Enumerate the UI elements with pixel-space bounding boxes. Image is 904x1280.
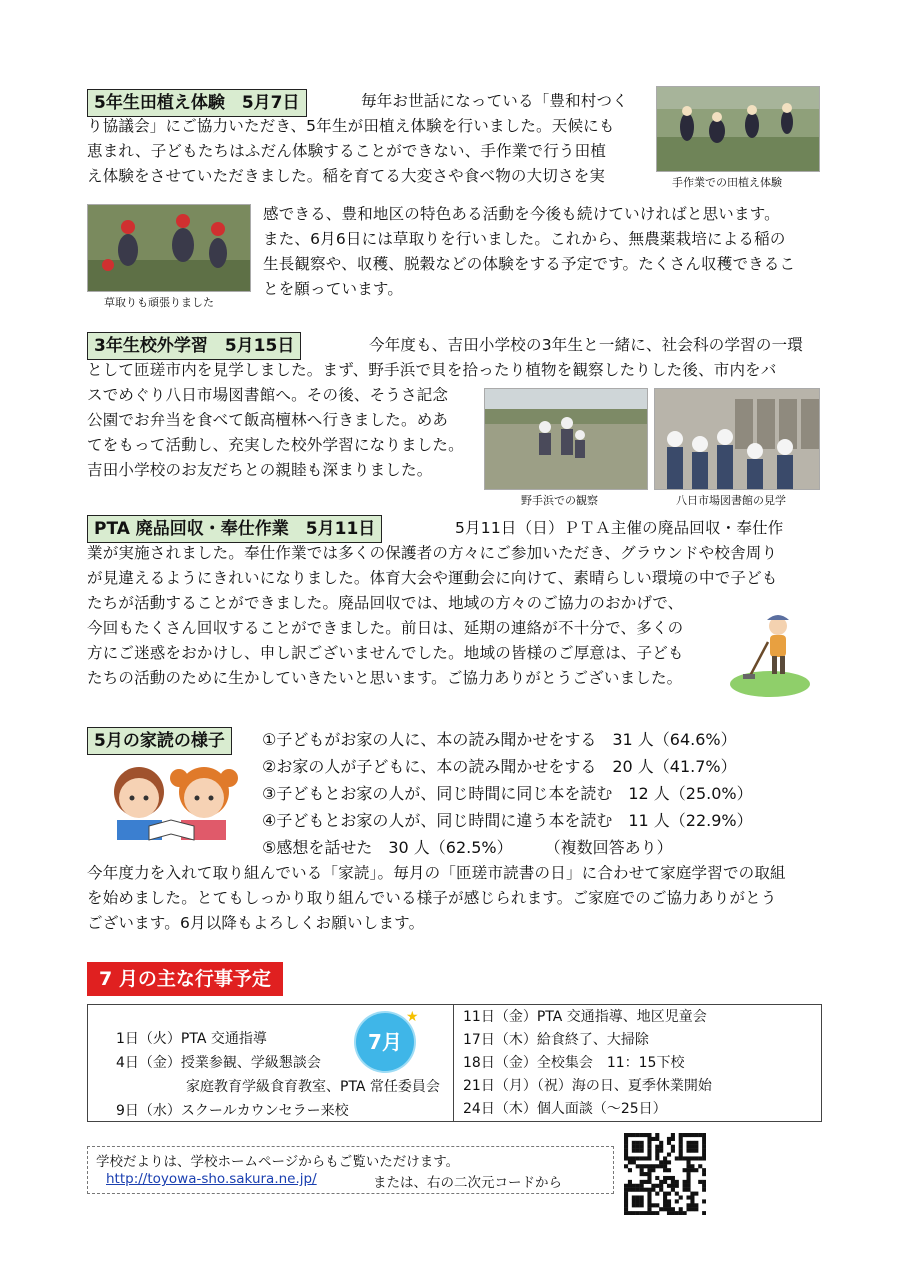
qr-module (636, 1199, 640, 1203)
footer-line: または、右の二次元コードから (373, 1175, 562, 1191)
school-website-link[interactable]: http://toyowa-sho.sakura.ne.jp/ (106, 1171, 317, 1187)
survey-results (262, 726, 753, 861)
qr-module (647, 1188, 651, 1192)
qr-module (636, 1156, 640, 1160)
qr-module (632, 1188, 636, 1192)
survey-item: ②お家の人が子どもに、本の読み聞かせをする 20 人（41.7%） (262, 757, 737, 776)
qr-module (655, 1164, 659, 1168)
qr-module (659, 1141, 663, 1145)
sec1-line: また、6月6日には草取りを行いました。これから、無農薬栽培による稲の (263, 230, 786, 248)
qr-module (636, 1211, 640, 1215)
qr-module (683, 1188, 687, 1192)
qr-module (655, 1211, 659, 1215)
qr-module (671, 1180, 675, 1184)
event-item: 24日（木）個人面談（～25日） (463, 1101, 667, 1117)
qr-module (636, 1184, 640, 1188)
qr-module (667, 1141, 671, 1145)
survey-item: ⑤感想を話せた 30 人（62.5%） （複数回答あり） (262, 838, 673, 857)
sec2-line: 吉田小学校のお友だちとの親睦も深まりました。 (87, 461, 433, 479)
qr-module (671, 1176, 675, 1180)
qr-module (694, 1203, 698, 1207)
event-item: 9日（水）スクールカウンセラー来校 (116, 1103, 349, 1119)
qr-module (624, 1192, 628, 1196)
qr-module (651, 1211, 655, 1215)
gardener-illustration (728, 608, 812, 698)
sec1-line: 毎年お世話になっている「豊和村つく (361, 92, 628, 110)
qr-module (640, 1133, 644, 1137)
qr-module (636, 1188, 640, 1192)
qr-module (647, 1156, 651, 1160)
sec1-line: 生長観察や、収穫、脱穀などの体験をする予定です。たくさん収穫できるこ (263, 255, 796, 273)
sec2-line: スでめぐり八日市場図書館へ。その後、そうさ記念 (87, 386, 449, 404)
qr-module (640, 1141, 644, 1145)
qr-module (644, 1133, 648, 1137)
sec2-line: てをもって活動し、充実した校外学習になりました。 (87, 436, 464, 454)
qr-module (663, 1203, 667, 1207)
qr-module (624, 1203, 628, 1207)
heading-home-reading: 5月の家読の様子 (87, 727, 232, 755)
qr-module (628, 1188, 632, 1192)
qr-module (690, 1149, 694, 1153)
qr-module (683, 1180, 687, 1184)
qr-module (679, 1156, 683, 1160)
qr-module (624, 1137, 628, 1141)
sec3-line: たちが活動することができました。廃品回収では、地域の方々のご協力のおかげで、 (87, 594, 684, 612)
qr-module (690, 1156, 694, 1160)
qr-module (659, 1188, 663, 1192)
sec1-line: 感できる、豊和地区の特色ある活動を今後も続けていければと思います。 (263, 205, 780, 223)
qr-module (686, 1133, 690, 1137)
qr-module (671, 1137, 675, 1141)
qr-module (632, 1199, 636, 1203)
qr-module (667, 1184, 671, 1188)
photo-beach-observation (484, 388, 648, 490)
qr-module (628, 1180, 632, 1184)
qr-module (671, 1211, 675, 1215)
qr-module (679, 1211, 683, 1215)
qr-module (636, 1203, 640, 1207)
qr-module (667, 1160, 671, 1164)
qr-module (632, 1184, 636, 1188)
qr-module (679, 1137, 683, 1141)
sec2-line: 公園でお弁当を食べて飯高檀林へ行きました。めあ (87, 411, 449, 429)
qr-module (663, 1156, 667, 1160)
qr-module (624, 1153, 628, 1157)
qr-module (647, 1203, 651, 1207)
qr-module (647, 1192, 651, 1196)
qr-module (667, 1176, 671, 1180)
qr-module (694, 1145, 698, 1149)
qr-module (636, 1133, 640, 1137)
qr-module (628, 1211, 632, 1215)
qr-module (632, 1145, 636, 1149)
qr-module (624, 1164, 628, 1168)
heading-rice-planting: 5年生田植え体験 5月7日 (87, 89, 307, 117)
sec4-line: ございます。6月以降もよろしくお願いします。 (87, 914, 425, 932)
qr-module (675, 1180, 679, 1184)
qr-module (694, 1133, 698, 1137)
qr-module (647, 1145, 651, 1149)
qr-module (698, 1180, 702, 1184)
sec3-line: 5月11日（日）ＰＴＡ主催の廃品回収・奉仕作 (455, 519, 784, 537)
qr-module (640, 1172, 644, 1176)
sec3-line: たちの活動のために生かしていきたいと思います。ご協力ありがとうございました。 (87, 669, 683, 687)
qr-module (640, 1199, 644, 1203)
qr-module (632, 1141, 636, 1145)
qr-module (667, 1199, 671, 1203)
qr-module (647, 1137, 651, 1141)
qr-module (663, 1168, 667, 1172)
caption-beach-observation: 野手浜での観察 (521, 494, 598, 507)
qr-module (647, 1153, 651, 1157)
qr-module (679, 1133, 683, 1137)
qr-module (686, 1168, 690, 1172)
qr-module (663, 1199, 667, 1203)
qr-module (667, 1137, 671, 1141)
photo-weeding (87, 204, 251, 292)
qr-module (624, 1188, 628, 1192)
qr-module (632, 1203, 636, 1207)
qr-module (671, 1188, 675, 1192)
qr-module (651, 1137, 655, 1141)
qr-module (694, 1149, 698, 1153)
qr-module (651, 1184, 655, 1188)
qr-module (647, 1180, 651, 1184)
qr-module (655, 1176, 659, 1180)
qr-module (683, 1211, 687, 1215)
photo-library-visit (654, 388, 820, 490)
survey-item: ④子どもとお家の人が、同じ時間に違う本を読む 11 人（22.9%） (262, 811, 753, 830)
sec3-line: が見違えるようにきれいになりました。体育大会や運動会に向けて、素晴らしい環境の中で子ども (87, 569, 778, 587)
sec1-line: え体験をさせていただきました。稲を育てる大変さや食べ物の大切さを実 (87, 167, 606, 185)
qr-module (686, 1149, 690, 1153)
qr-module (675, 1199, 679, 1203)
july-badge: 7月 (356, 1013, 414, 1071)
qr-module (667, 1153, 671, 1157)
qr-module (640, 1164, 644, 1168)
qr-module (702, 1137, 706, 1141)
footer-note (87, 1146, 614, 1194)
footer-line: 学校だよりは、学校ホームページからもご覧いただけます。 (96, 1154, 460, 1170)
qr-module (636, 1149, 640, 1153)
sec4-line: 今年度力を入れて取り組んでいる「家読」。毎月の「匝瑳市読書の日」に合わせて家庭学習での取組 (87, 864, 786, 882)
qr-module (686, 1180, 690, 1184)
qr-module (647, 1168, 651, 1172)
qr-code[interactable] (624, 1133, 706, 1215)
qr-module (702, 1141, 706, 1145)
qr-module (694, 1141, 698, 1145)
qr-module (624, 1195, 628, 1199)
qr-module (628, 1156, 632, 1160)
caption-rice-planting: 手作業での田植え体験 (672, 176, 782, 189)
qr-module (671, 1207, 675, 1211)
qr-module (694, 1168, 698, 1172)
sec3-line: 今回もたくさん回収することができました。前日は、延期の連絡が不十分で、多くの (87, 619, 684, 637)
qr-module (651, 1203, 655, 1207)
qr-module (686, 1184, 690, 1188)
qr-module (663, 1195, 667, 1199)
caption-weeding: 草取りも頑張りました (104, 296, 214, 309)
qr-module (624, 1145, 628, 1149)
qr-module (690, 1133, 694, 1137)
qr-module (690, 1207, 694, 1211)
qr-module (690, 1195, 694, 1199)
qr-module (663, 1160, 667, 1164)
sec1-line: り協議会」にご協力いただき、5年生が田植え体験を行いました。天候にも (87, 117, 615, 135)
qr-module (655, 1184, 659, 1188)
qr-module (647, 1207, 651, 1211)
qr-module (647, 1195, 651, 1199)
qr-module (632, 1195, 636, 1199)
event-item: 18日（金）全校集会 11：15下校 (463, 1055, 685, 1071)
qr-module (644, 1156, 648, 1160)
qr-module (702, 1199, 706, 1203)
qr-module (647, 1211, 651, 1215)
qr-module (702, 1188, 706, 1192)
qr-module (671, 1133, 675, 1137)
sec4-line: を始めました。とてもしっかり取り組んでいる様子が感じられます。ご家庭でのご協力ありがとう (87, 889, 777, 907)
qr-module (659, 1149, 663, 1153)
event-item: 11日（金）PTA 交通指導、地区児童会 (463, 1009, 707, 1025)
qr-module (640, 1184, 644, 1188)
star-icon: ★ (406, 1009, 419, 1025)
qr-module (671, 1145, 675, 1149)
qr-module (702, 1211, 706, 1215)
qr-module (690, 1199, 694, 1203)
qr-module (663, 1176, 667, 1180)
qr-module (655, 1137, 659, 1141)
qr-module (671, 1149, 675, 1153)
qr-module (702, 1172, 706, 1176)
qr-module (694, 1207, 698, 1211)
qr-module (636, 1145, 640, 1149)
qr-module (686, 1145, 690, 1149)
qr-module (667, 1207, 671, 1211)
qr-module (690, 1164, 694, 1168)
qr-module (647, 1199, 651, 1203)
qr-module (679, 1207, 683, 1211)
caption-library-visit: 八日市場図書館の見学 (676, 494, 786, 507)
qr-module (655, 1133, 659, 1137)
qr-module (686, 1195, 690, 1199)
qr-module (686, 1141, 690, 1145)
qr-module (632, 1160, 636, 1164)
event-item: 家庭教育学級食育教室、PTA 常任委員会 (116, 1079, 440, 1095)
qr-module (624, 1141, 628, 1145)
qr-module (640, 1195, 644, 1199)
qr-module (679, 1195, 683, 1199)
qr-module (655, 1156, 659, 1160)
qr-module (686, 1172, 690, 1176)
qr-module (690, 1203, 694, 1207)
qr-module (647, 1149, 651, 1153)
qr-module (675, 1156, 679, 1160)
qr-module (702, 1145, 706, 1149)
children-reading-illustration (99, 760, 249, 844)
qr-module (640, 1211, 644, 1215)
qr-module (683, 1184, 687, 1188)
qr-module (628, 1184, 632, 1188)
qr-module (647, 1164, 651, 1168)
qr-module (667, 1203, 671, 1207)
qr-module (655, 1149, 659, 1153)
qr-module (640, 1203, 644, 1207)
qr-module (690, 1141, 694, 1145)
photo-rice-planting (656, 86, 820, 172)
qr-module (663, 1164, 667, 1168)
heading-field-trip: 3年生校外学習 5月15日 (87, 332, 301, 360)
qr-module (683, 1133, 687, 1137)
qr-module (655, 1153, 659, 1157)
qr-module (690, 1192, 694, 1196)
qr-module (624, 1184, 628, 1188)
qr-module (640, 1145, 644, 1149)
qr-module (698, 1156, 702, 1160)
qr-module (679, 1141, 683, 1145)
qr-module (640, 1156, 644, 1160)
qr-module (640, 1188, 644, 1192)
sec2-line: として匝瑳市内を見学しました。まず、野手浜で貝を拾ったり植物を観察したりした後、市内をバ (87, 361, 777, 379)
qr-module (644, 1172, 648, 1176)
survey-item: ①子どもがお家の人に、本の読み聞かせをする 31 人（64.6%） (262, 730, 737, 749)
qr-module (655, 1192, 659, 1196)
qr-module (647, 1172, 651, 1176)
qr-module (624, 1133, 628, 1137)
qr-module (702, 1184, 706, 1188)
sec3-line: 業が実施されました。奉仕作業では多くの保護者の方々にご参加いただき、グラウンドや校舎周り (87, 544, 778, 562)
qr-module (624, 1199, 628, 1203)
qr-module (694, 1192, 698, 1196)
qr-module (659, 1184, 663, 1188)
qr-module (667, 1211, 671, 1215)
qr-module (644, 1188, 648, 1192)
qr-module (651, 1164, 655, 1168)
qr-module (675, 1192, 679, 1196)
qr-module (702, 1153, 706, 1157)
qr-module (679, 1145, 683, 1149)
qr-module (690, 1168, 694, 1172)
qr-module (636, 1195, 640, 1199)
qr-module (683, 1156, 687, 1160)
qr-module (683, 1168, 687, 1172)
qr-module (667, 1192, 671, 1196)
qr-module (624, 1211, 628, 1215)
qr-module (675, 1211, 679, 1215)
qr-module (659, 1160, 663, 1164)
qr-module (647, 1133, 651, 1137)
qr-module (694, 1156, 698, 1160)
events-table (87, 1004, 822, 1122)
qr-module (679, 1153, 683, 1157)
qr-module (628, 1133, 632, 1137)
qr-module (663, 1207, 667, 1211)
qr-module (702, 1156, 706, 1160)
qr-module (644, 1164, 648, 1168)
qr-module (636, 1164, 640, 1168)
events-divider (453, 1005, 454, 1121)
qr-module (624, 1149, 628, 1153)
event-item: 1日（火）PTA 交通指導 (116, 1031, 267, 1047)
qr-module (640, 1168, 644, 1172)
events-title: 7 月の主な行事予定 (87, 962, 283, 996)
qr-module (659, 1145, 663, 1149)
qr-module (686, 1156, 690, 1160)
qr-module (671, 1184, 675, 1188)
qr-module (663, 1180, 667, 1184)
qr-module (632, 1211, 636, 1215)
sec1-line: とを願っています。 (263, 280, 404, 298)
qr-module (675, 1184, 679, 1188)
qr-module (644, 1211, 648, 1215)
qr-module (659, 1180, 663, 1184)
qr-module (679, 1149, 683, 1153)
qr-module (686, 1160, 690, 1164)
sec1-line: 恵まれ、子どもたちはふだん体験することができない、手作業で行う田植 (87, 142, 607, 160)
qr-module (632, 1156, 636, 1160)
event-item: 21日（月）（祝）海の日、夏季休業開始 (463, 1078, 712, 1094)
qr-module (624, 1156, 628, 1160)
qr-module (651, 1168, 655, 1172)
qr-module (686, 1203, 690, 1207)
qr-module (686, 1176, 690, 1180)
qr-module (659, 1164, 663, 1168)
qr-module (667, 1168, 671, 1172)
qr-module (702, 1168, 706, 1172)
qr-module (636, 1141, 640, 1145)
qr-module (655, 1203, 659, 1207)
qr-module (702, 1149, 706, 1153)
qr-module (686, 1207, 690, 1211)
qr-module (632, 1133, 636, 1137)
survey-item: ③子どもとお家の人が、同じ時間に同じ本を読む 12 人（25.0%） (262, 784, 753, 803)
qr-module (640, 1149, 644, 1153)
qr-module (698, 1164, 702, 1168)
qr-module (632, 1149, 636, 1153)
event-item: 4日（金）授業参観、学級懇談会 (116, 1055, 321, 1071)
sec3-line: 方にご迷惑をおかけし、申し訳ございませんでした。地域の皆様のご厚意は、子ども (87, 644, 684, 662)
qr-module (702, 1133, 706, 1137)
qr-module (624, 1207, 628, 1211)
qr-module (651, 1188, 655, 1192)
qr-module (698, 1133, 702, 1137)
qr-module (702, 1180, 706, 1184)
qr-module (686, 1188, 690, 1192)
heading-pta-cleanup: PTA 廃品回収・奉仕作業 5月11日 (87, 515, 382, 543)
qr-module (640, 1180, 644, 1184)
qr-module (628, 1168, 632, 1172)
qr-module (686, 1164, 690, 1168)
qr-module (659, 1207, 663, 1211)
event-item: 17日（木）給食終了、大掃除 (463, 1032, 649, 1048)
qr-module (647, 1176, 651, 1180)
qr-module (647, 1141, 651, 1145)
qr-module (628, 1160, 632, 1164)
qr-module (690, 1145, 694, 1149)
qr-module (644, 1180, 648, 1184)
sec2-line: 今年度も、吉田小学校の3年生と一緒に、社会科の学習の一環 (369, 336, 803, 354)
qr-module (655, 1145, 659, 1149)
qr-module (663, 1192, 667, 1196)
